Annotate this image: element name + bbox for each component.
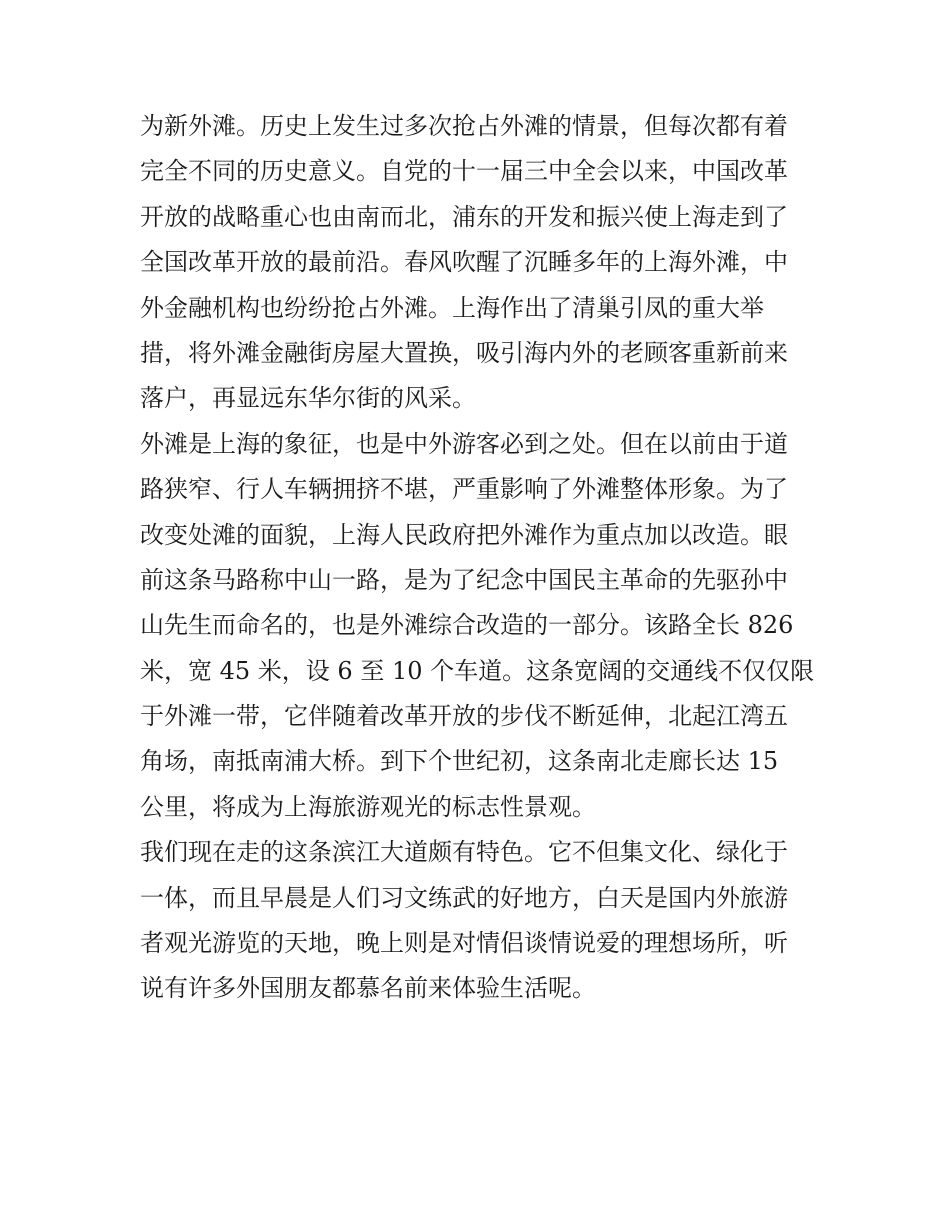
text-line: 角场，南抵南浦大桥。到下个世纪初，这条南北走廊长达 15	[140, 747, 779, 776]
text-line: 前这条马路称中山一路，是为了纪念中国民主革命的先驱孙中	[140, 565, 788, 594]
paragraph-2	[140, 422, 820, 831]
text-line: 完全不同的历史意义。自党的十一届三中全会以来，中国改革	[140, 157, 788, 186]
text-line: 于外滩一带，它伴随着改革开放的步伐不断延伸，北起江湾五	[140, 702, 788, 731]
paragraph-1	[140, 104, 820, 422]
text-line: 开放的战略重心也由南而北，浦东的开发和振兴使上海走到了	[140, 202, 788, 231]
text-line: 说有许多外国朋友都慕名前来体验生活呢。	[140, 974, 596, 1003]
text-line: 落户，再显远东华尔街的风采。	[140, 384, 476, 413]
text-line: 我们现在走的这条滨江大道颇有特色。它不但集文化、绿化于	[140, 838, 788, 867]
text-line: 改变处滩的面貌，上海人民政府把外滩作为重点加以改造。眼	[140, 520, 788, 549]
text-line: 路狭窄、行人车辆拥挤不堪，严重影响了外滩整体形象。为了	[140, 475, 788, 504]
text-line: 一体，而且早晨是人们习文练武的好地方，白天是国内外旅游	[140, 883, 788, 912]
text-line: 措，将外滩金融街房屋大置换，吸引海内外的老顾客重新前来	[140, 338, 788, 367]
document-body	[140, 104, 820, 1012]
text-line: 米，宽 45 米，设 6 至 10 个车道。这条宽阔的交通线不仅仅限	[140, 656, 815, 685]
text-line: 山先生而命名的，也是外滩综合改造的一部分。该路全长 826	[140, 611, 794, 640]
text-line: 全国改革开放的最前沿。春风吹醒了沉睡多年的上海外滩，中	[140, 248, 788, 277]
text-line: 为新外滩。历史上发生过多次抢占外滩的情景，但每次都有着	[140, 112, 788, 140]
text-line: 外金融机构也纷纷抢占外滩。上海作出了清巢引凤的重大举	[140, 293, 764, 322]
text-line: 公里，将成为上海旅游观光的标志性景观。	[140, 792, 596, 821]
text-line: 者观光游览的天地，晚上则是对情侣谈情说爱的理想场所，听	[140, 929, 788, 958]
paragraph-3	[140, 830, 820, 1012]
text-line: 外滩是上海的象征，也是中外游客必到之处。但在以前由于道	[140, 429, 788, 458]
